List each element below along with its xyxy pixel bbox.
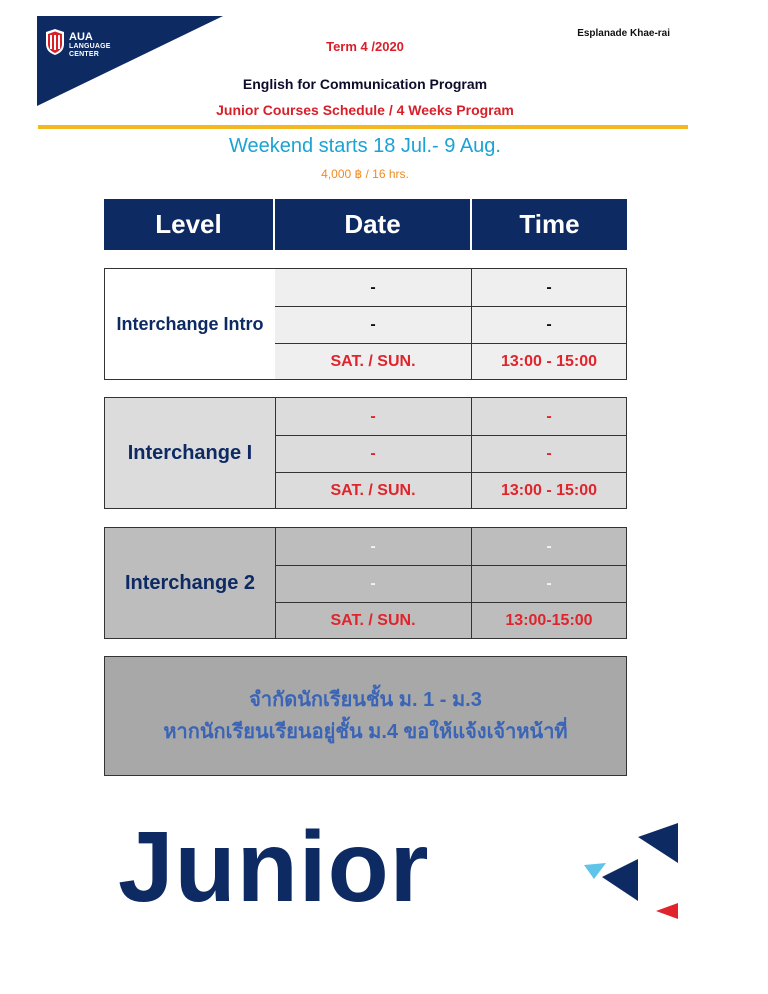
level-block-intro [104,268,627,380]
logo-text [69,31,111,59]
time-cell: 13:00 - 15:00 [472,343,626,379]
schedule-title: Junior Courses Schedule / 4 Weeks Program [216,102,514,118]
level-block-1 [104,397,627,509]
date-cell: - [275,528,472,565]
time-cell: 13:00 - 15:00 [472,472,626,508]
triangles-icon [570,815,690,925]
date-cell: SAT. / SUN. [275,343,472,379]
time-cell: - [472,306,626,343]
branch-name: Esplanade Khae-rai [577,28,670,39]
time-cell: - [472,565,626,602]
term-label: Term 4 /2020 [326,39,404,54]
header-date: Date [275,199,470,250]
date-cell: - [275,565,472,602]
notice-box [104,656,627,776]
level-block-2 [104,527,627,639]
junior-title: Junior [118,811,430,923]
notice-line-1: จำกัดนักเรียนชั้น ม. 1 - ม.3 [249,689,482,711]
level-name: Interchange Intro [105,269,276,379]
weekend-dates: Weekend starts 18 Jul.- 9 Aug. [228,135,501,157]
header-level: Level [104,199,273,250]
time-cell: - [472,435,626,472]
notice-line-2: หากนักเรียนเรียนอยู่ชั้น ม.4 ขอให้แจ้งเจ้าหน้าที่ [163,721,568,743]
logo-language: LANGUAGE [69,43,111,50]
time-cell: 13:00-15:00 [472,602,626,638]
date-cell: - [275,435,472,472]
date-cell: - [275,398,472,435]
aua-emblem-icon [44,28,66,56]
date-cell: - [275,269,472,306]
date-cell: SAT. / SUN. [275,602,472,638]
level-name: Interchange 2 [105,528,276,638]
header-time: Time [472,199,627,250]
time-cell: - [546,407,552,425]
logo-aua: AUA [69,31,93,43]
program-title: English for Communication Program [242,76,488,92]
logo-center: CENTER [69,51,99,58]
date-cell: SAT. / SUN. [275,472,472,508]
date-cell: - [275,306,472,343]
time-cell: - [472,269,626,306]
time-cell: - [546,537,552,555]
course-price: 4,000 ฿ / 16 hrs. [321,167,409,181]
level-name: Interchange I [105,398,276,508]
divider-rule [38,125,688,129]
